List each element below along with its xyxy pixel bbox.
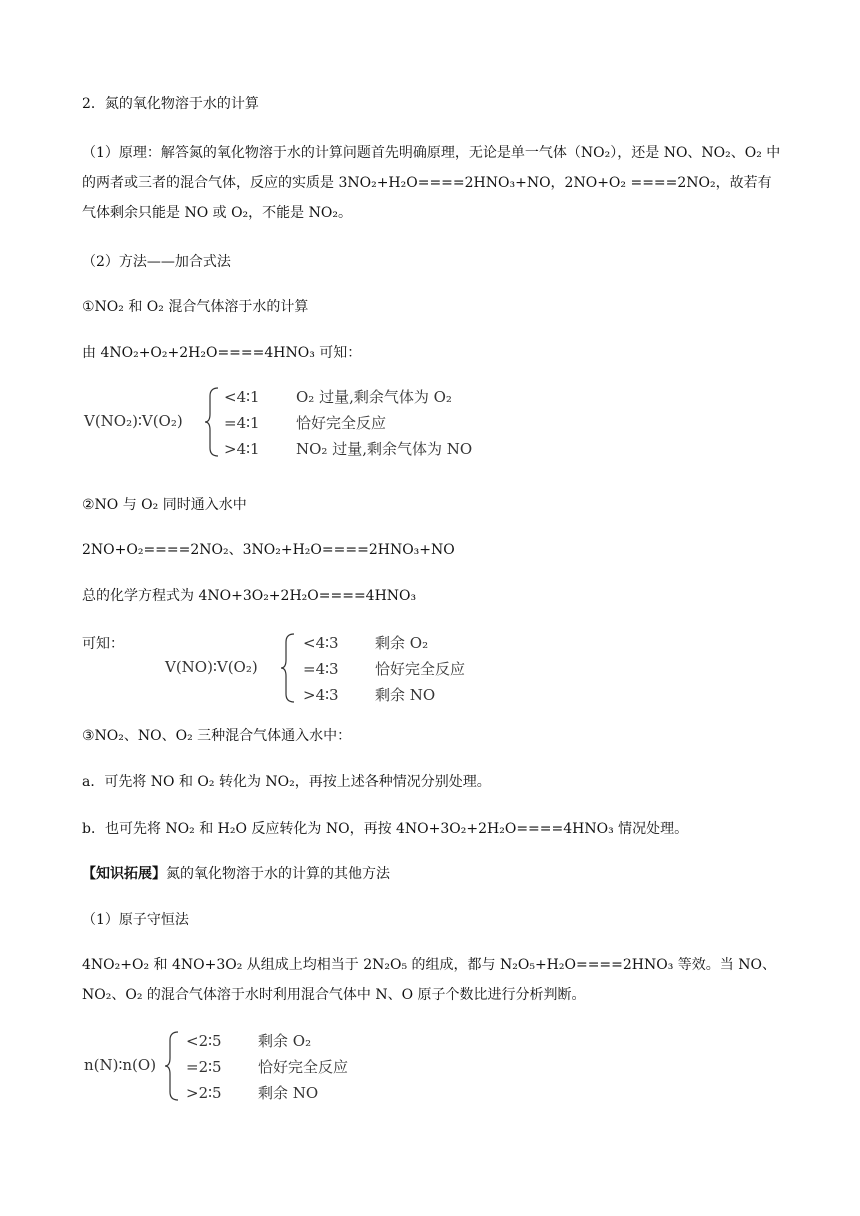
formula-case: >4∶1 NO₂ 过量,剩余气体为 NO [224, 440, 473, 458]
formula-no-o2-ratio [165, 630, 505, 706]
brace-icon [280, 630, 300, 706]
extension-heading [82, 864, 390, 884]
formula-lhs: n(N)∶n(O) [84, 1056, 157, 1074]
principle-paragraph: （1）原理：解答氮的氧化物溶于水的计算问题首先明确原理，无论是单一气体（NO₂），还是 NO、NO₂、O₂ 中的两者或三者的混合气体，反应的实质是 3NO₂+H₂O====2HNO₃+NO，2NO+O₂ ====2NO₂，故若有气体剩余只能是 NO 或 O₂，不能是 NO₂。 [82, 145, 781, 221]
brace-icon [204, 384, 224, 460]
method-heading: （2）方法——加合式法 [82, 254, 231, 270]
atom-method-paragraph: 4NO₂+O₂ 和 4NO+3O₂ 从组成上均相当于 2N₂O₅ 的组成，都与 N₂O₅+H₂O====2HNO₃ 等效。当 NO、NO₂、O₂ 的混合气体溶于水时利用混合气体中 N、O 原子个数比进行分析判断。 [82, 957, 776, 1003]
formula-case: >4∶3 剩余 NO [303, 686, 436, 704]
formula-lhs: V(NO)∶V(O₂) [165, 658, 258, 676]
formula-case: <4∶1 O₂ 过量,剩余气体为 O₂ [224, 388, 452, 406]
case1-equation-line: 由 4NO₂+O₂+2H₂O====4HNO₃ 可知： [82, 345, 362, 361]
formula-case: =4∶3 恰好完全反应 [303, 660, 466, 678]
formula-case: =2∶5 恰好完全反应 [186, 1058, 349, 1076]
case2-knowable-label: 可知： [82, 636, 124, 652]
formula-no2-o2-ratio [84, 384, 504, 460]
case3-heading: ③NO₂、NO、O₂ 三种混合气体通入水中： [82, 728, 352, 744]
case3-option-a: a．可先将 NO 和 O₂ 转化为 NO₂，再按上述各种情况分别处理。 [82, 774, 491, 790]
case2-total-equation: 总的化学方程式为 4NO+3O₂+2H₂O====4HNO₃ [82, 588, 417, 604]
extension-tag: 【知识拓展】 [82, 866, 166, 882]
section-heading: 2．氮的氧化物溶于水的计算 [82, 96, 259, 112]
formula-lhs: V(NO₂)∶V(O₂) [84, 412, 183, 430]
case2-heading: ②NO 与 O₂ 同时通入水中 [82, 497, 247, 513]
formula-n-o-ratio [84, 1028, 424, 1104]
formula-case: <4∶3 剩余 O₂ [303, 634, 429, 652]
formula-case: <2∶5 剩余 O₂ [186, 1032, 312, 1050]
formula-case: =4∶1 恰好完全反应 [224, 414, 387, 432]
case1-heading: ①NO₂ 和 O₂ 混合气体溶于水的计算 [82, 299, 309, 315]
formula-case: >2∶5 剩余 NO [186, 1084, 319, 1102]
case2-equations: 2NO+O₂====2NO₂、3NO₂+H₂O====2HNO₃+NO [82, 542, 455, 558]
atom-method-heading: （1）原子守恒法 [82, 912, 189, 928]
brace-icon [164, 1028, 184, 1104]
case3-option-b: b．也可先将 NO₂ 和 H₂O 反应转化为 NO，再按 4NO+3O₂+2H₂O====4HNO₃ 情况处理。 [82, 821, 689, 837]
extension-title: 氮的氧化物溶于水的计算的其他方法 [166, 866, 390, 882]
